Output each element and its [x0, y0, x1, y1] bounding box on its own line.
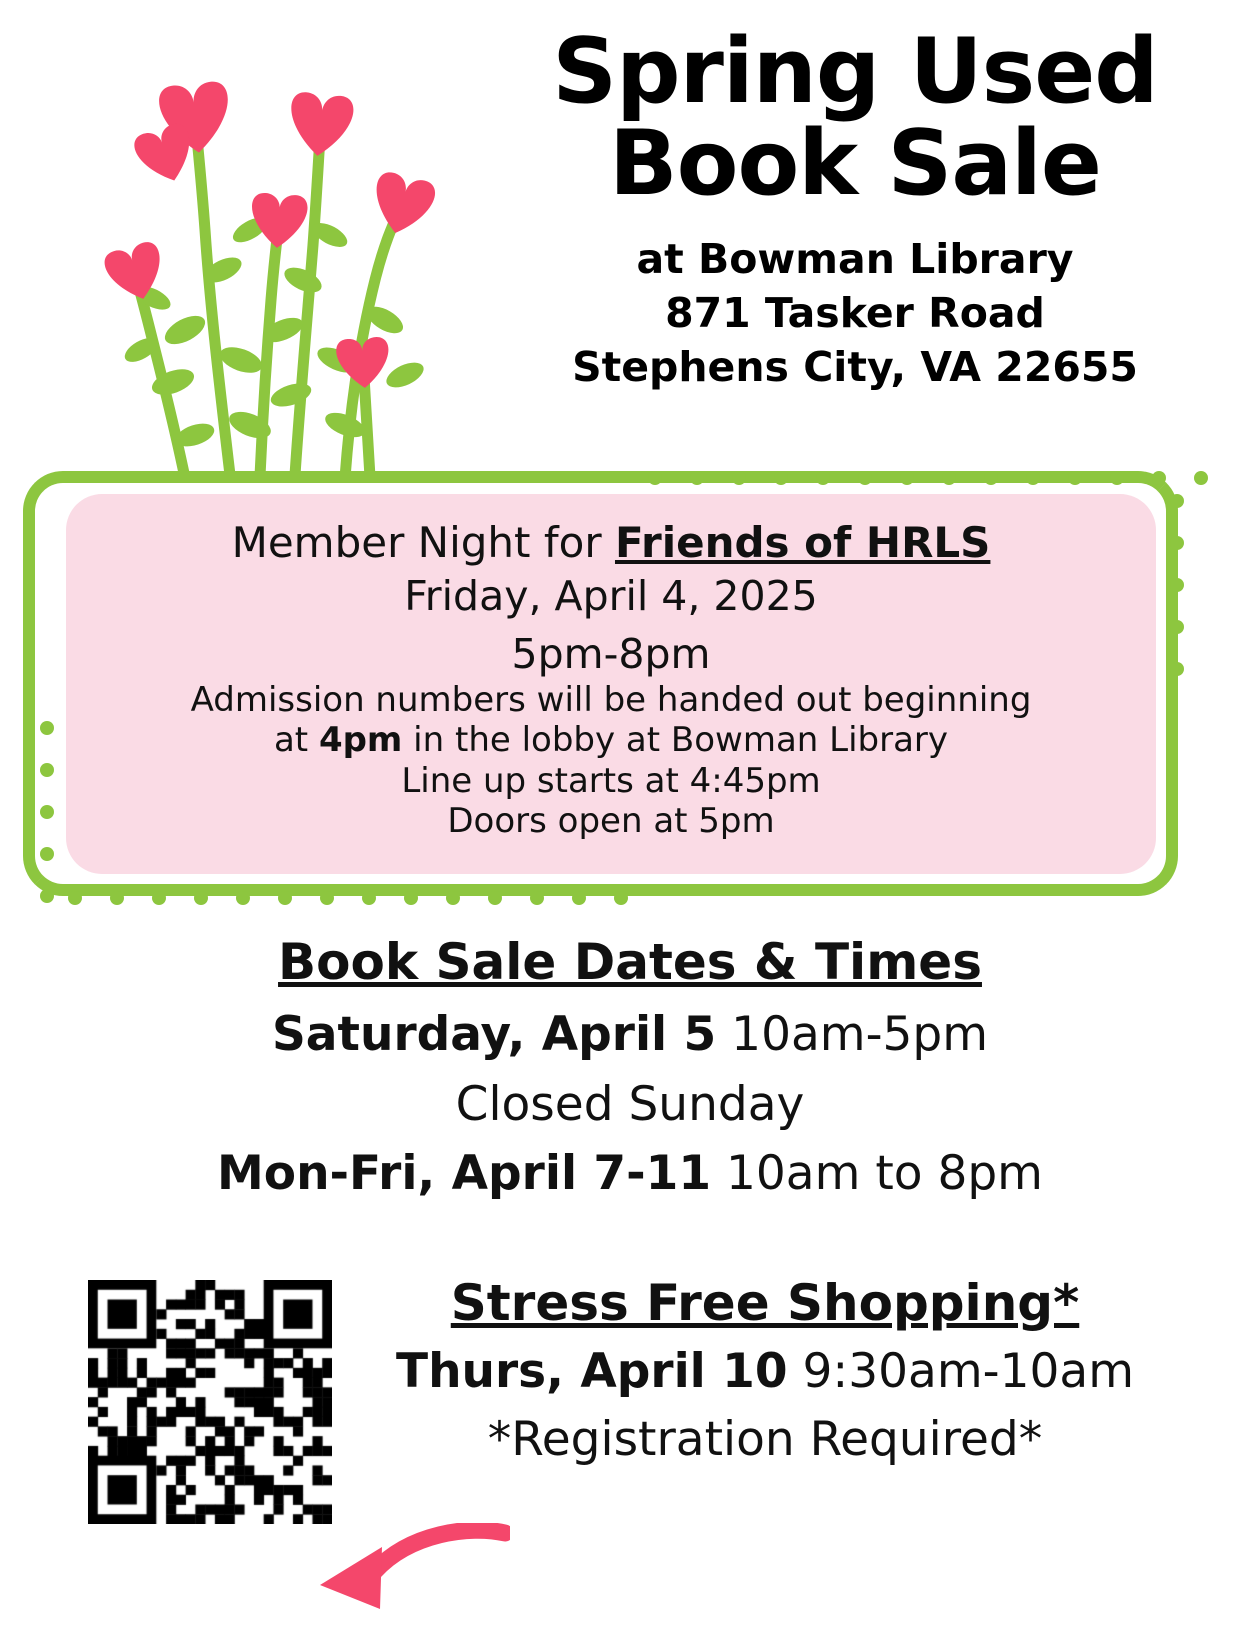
decorative-dot [900, 471, 914, 485]
decorative-dot [858, 471, 872, 485]
sale-dates-row [0, 1000, 1260, 1070]
sale-date-rest: 10am-5pm [716, 1007, 989, 1062]
note-line-4: Doors open at 5pm [447, 800, 775, 841]
decorative-dot [40, 805, 54, 819]
curved-arrow-icon [300, 1523, 510, 1633]
member-night-time: 5pm-8pm [511, 630, 711, 679]
stress-free-text [340, 1270, 1190, 1474]
decorative-dot [942, 471, 956, 485]
decorative-dot [732, 471, 746, 485]
decorative-dot [40, 763, 54, 777]
sale-dates-row [0, 1139, 1260, 1209]
decorative-dot [1170, 578, 1184, 592]
decorative-dot [648, 471, 662, 485]
title-line-1: Spring Used [552, 19, 1158, 124]
decorative-dot [984, 471, 998, 485]
decorative-dot [1026, 471, 1040, 485]
decorative-dot [1170, 494, 1184, 508]
decorative-dot [1068, 471, 1082, 485]
decorative-dot [530, 891, 544, 905]
decorative-dot [614, 891, 628, 905]
note-line-1: Admission numbers will be handed out beginning [190, 680, 1032, 721]
qr-code-icon[interactable] [88, 1280, 332, 1524]
decorative-dot [110, 891, 124, 905]
note-line-2-prefix: at [273, 720, 319, 761]
decorative-dot [194, 891, 208, 905]
flyer-title [470, 19, 1240, 394]
dotted-border-top [18, 466, 1198, 480]
decorative-dot [236, 891, 250, 905]
decorative-dot [40, 721, 54, 735]
decorative-dot [1170, 662, 1184, 676]
stress-free-bold: Thurs, April 10 [396, 1343, 788, 1399]
member-night-card [66, 494, 1156, 874]
decorative-dot [320, 891, 334, 905]
decorative-dot [690, 471, 704, 485]
note-line-2-suffix: in the lobby at Bowman Library [402, 720, 949, 761]
member-night-heading-prefix: Member Night for [231, 518, 615, 567]
flyer-header [0, 0, 1260, 470]
decorative-dot [1152, 471, 1166, 485]
sale-date-bold: Saturday, April 5 [271, 1007, 717, 1062]
decorative-dot [404, 891, 418, 905]
decorative-dot [1170, 620, 1184, 634]
decorative-dot [1194, 471, 1208, 485]
decorative-dot [774, 471, 788, 485]
decorative-dot [1170, 536, 1184, 550]
registration-required: *Registration Required* [487, 1411, 1043, 1467]
stress-free-rest: 9:30am-10am [787, 1343, 1134, 1399]
stress-free-heading: Stress Free Shopping* [450, 1274, 1080, 1332]
stress-free-section [0, 1255, 1260, 1650]
member-night-panel [18, 466, 1198, 911]
member-night-note [66, 680, 1156, 840]
decorative-dot [572, 891, 586, 905]
decorative-dot [488, 891, 502, 905]
decorative-dot [362, 891, 376, 905]
sale-date-rest: 10am to 8pm [711, 1146, 1043, 1202]
decorative-dot [152, 891, 166, 905]
address-line-1: 871 Tasker Road [665, 288, 1045, 337]
decorative-dot [446, 891, 460, 905]
venue-address [470, 232, 1240, 394]
title-line-2: Book Sale [609, 110, 1101, 216]
sale-dates-section [0, 925, 1260, 1209]
note-line-2 [66, 720, 1156, 760]
sale-dates-heading: Book Sale Dates & Times [278, 933, 982, 991]
decorative-dot [40, 889, 54, 903]
decorative-dot [278, 891, 292, 905]
sale-dates-row [0, 1070, 1260, 1140]
member-night-heading [66, 516, 1156, 570]
note-line-3: Line up starts at 4:45pm [401, 760, 821, 801]
stress-free-row [340, 1338, 1190, 1406]
sale-date-rest: Closed Sunday [455, 1076, 805, 1132]
friends-of-hrls-emphasis: Friends of HRLS [614, 518, 991, 567]
tulip-flowers-illustration [45, 30, 475, 480]
member-night-date: Friday, April 4, 2025 [404, 571, 818, 620]
decorative-dot [816, 471, 830, 485]
venue-name: at Bowman Library [636, 234, 1074, 283]
address-line-2: Stephens City, VA 22655 [572, 342, 1138, 391]
note-line-2-emphasis: 4pm [318, 720, 403, 761]
decorative-dot [1110, 471, 1124, 485]
decorative-dot [68, 891, 82, 905]
decorative-dot [40, 847, 54, 861]
sale-date-bold: Mon-Fri, April 7-11 [217, 1146, 712, 1202]
